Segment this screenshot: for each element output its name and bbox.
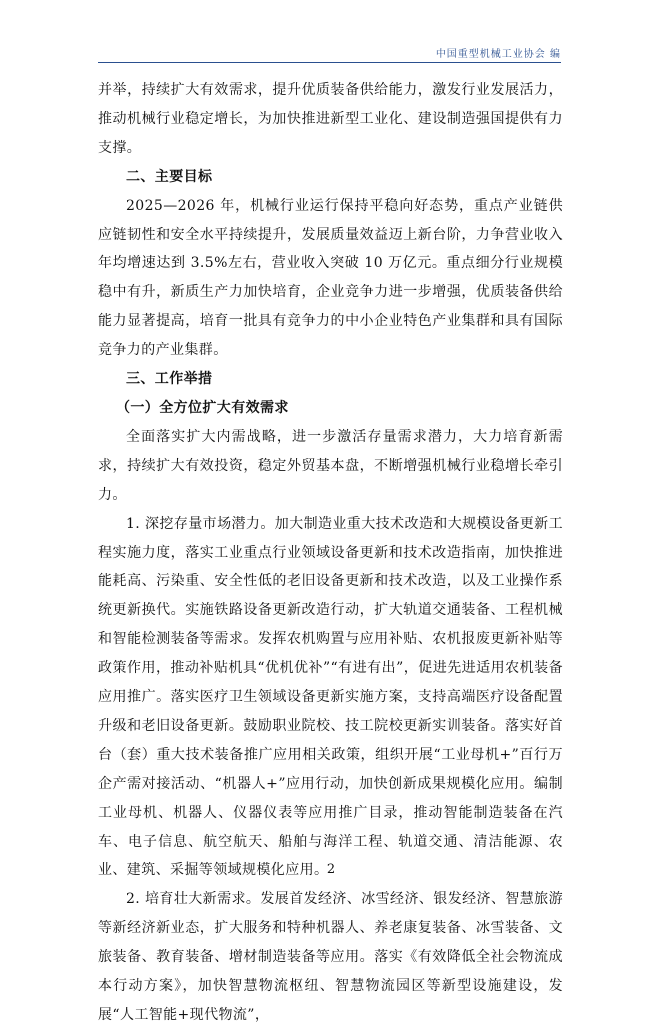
page-number: 2 xyxy=(326,862,336,877)
paragraph-expand-demand: 全面落实扩大内需战略，进一步激活存量需求潜力，大力培育新需求，持续扩大有效投资，稳定外贸基本盘，不断增强机械行业稳增长牵引力。 xyxy=(98,428,563,503)
page-header xyxy=(98,40,561,63)
document-body xyxy=(98,76,563,1030)
paragraph-goals: 2025—2026 年，机械行业运行保持平稳向好态势，重点产业链供应链韧性和安全水平持续提升，发展质量效益迈上新台阶，力争营业收入年均增速达到 3.5%左右，营业收入突破 10 万亿元。重点细分行业规模稳中有升，新质生产力加快培育，企业竞争力进一步增强，优质装备供给能力显著提高，培育一批具有竞争力的中小企业特色产业集群和具有国际竞争力的产业集群。 xyxy=(98,197,563,359)
header-title: 中国重型机械工业协会 编 xyxy=(435,49,561,60)
paragraph-new-demand: 2. 培育壮大新需求。发展首发经济、冰雪经济、银发经济、智慧旅游等新经济新业态，扩大服务和特种机器人、养老康复装备、冰雪装备、文旅装备、教育装备、增材制造装备等应用。落实《有效降低全社会物流成本行动方案》，加快智慧物流枢纽、智慧物流园区等新型设施建设，发展“人工智能+现代物流”， xyxy=(98,891,563,1023)
subheading-expand-demand: （一）全方位扩大有效需求 xyxy=(116,399,289,416)
paragraph-stock-market: 1. 深挖存量市场潜力。加大制造业重大技术改造和大规模设备更新工程实施力度，落实工业重点行业领域设备更新和技术改造指南，加快推进能耗高、污染重、安全性低的老旧设备更新和技术改造，以及工业操作系统更新换代。实施铁路设备更新改造行动，扩大轨道交通装备、工程机械和智能检测装备等需求。发挥农机购置与应用补贴、农机报废更新补贴等政策作用，推动补贴机具“优机优补”“有进有出”，促进先进适用农机装备应用推广。落实医疗卫生领域设备更新实施方案，支持高端医疗设备配置升级和老旧设备更新。鼓励职业院校、技工院校更新实训装备。落实好首台（套）重大技术装备推广应用相关政策，组织开展“工业母机+”百行万企产需对接活动、“机器人+”应用行动，加快创新成果规模化应用。编制工业母机、机器人、仪器仪表等应用推广目录，推动智能制造装备在汽车、电子信息、航空航天、船舶与海洋工程、轨道交通、清洁能源、农业、建筑、采掘等领域规模化应用。 xyxy=(98,515,563,879)
heading-work-measures: 三、工作举措 xyxy=(126,371,213,388)
paragraph-intro-continuation: 并举，持续扩大有效需求，提升优质装备供给能力，激发行业发展活力，推动机械行业稳定增长，为加快推进新型工业化、建设制造强国提供有力支撑。 xyxy=(98,82,563,156)
heading-main-goals: 二、主要目标 xyxy=(126,168,213,185)
